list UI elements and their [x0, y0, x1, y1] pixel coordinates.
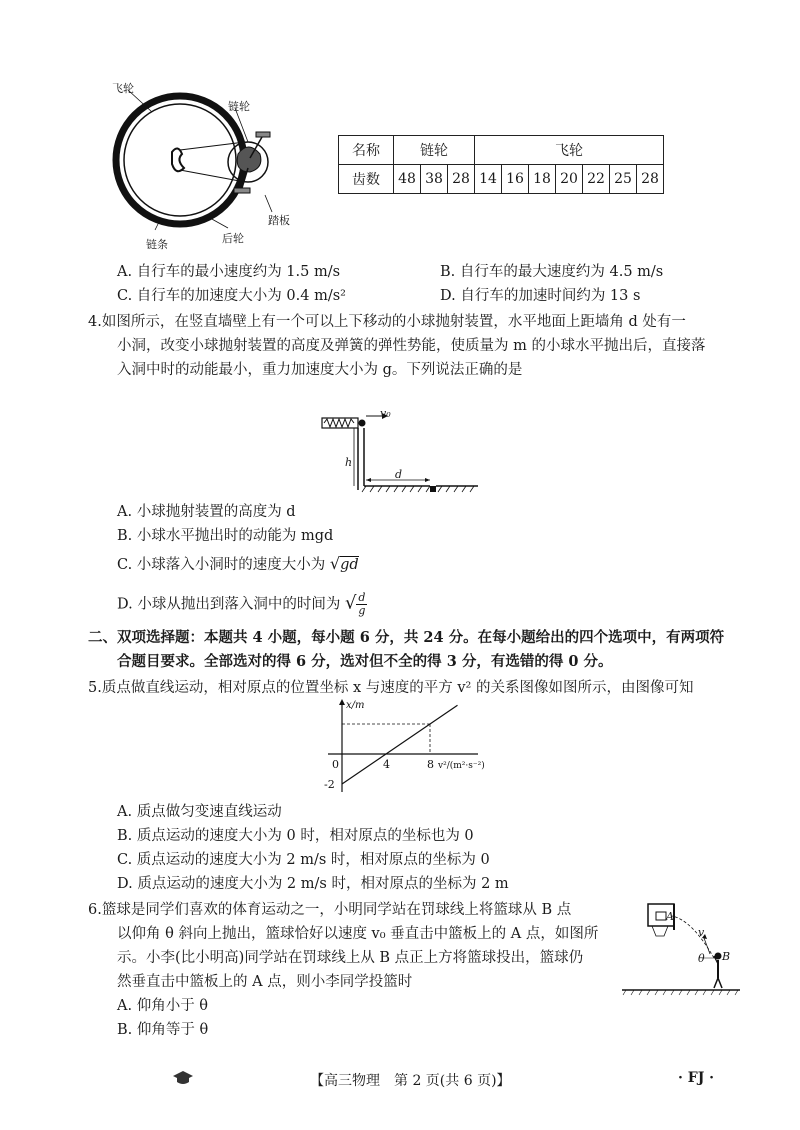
q6-option-a: A. 仰角小于 θ [117, 998, 209, 1014]
q5-stem: 5.质点做直线运动，相对原点的位置坐标 x 与速度的平方 v² 的关系图像如图所示，由图像可知 [88, 680, 694, 696]
q4-option-d [117, 592, 367, 617]
q6-stem-line3: 示。小李(比小明高)同学站在罚球线上从 B 点正上方将篮球投出，篮球仍 [117, 950, 584, 966]
table-cell: 20 [556, 165, 583, 194]
q3-option-d: D. 自行车的加速时间约为 13 s [440, 288, 641, 304]
table-cell: 28 [448, 165, 475, 194]
header-chainwheel: 链轮 [394, 136, 475, 165]
q4-option-b: B. 小球水平抛出时的动能为 mgd [117, 528, 334, 544]
q4-option-c [117, 554, 359, 575]
q5-xv2-chart [310, 696, 490, 796]
gear-table-teeth-row [339, 165, 664, 194]
label-flywheel: 飞轮 [112, 82, 134, 95]
label-chainwheel: 链轮 [228, 100, 250, 113]
section2-heading-line1: 二、双项选择题：本题共 4 小题，每小题 6 分，共 24 分。在每小题给出的四个选项中，有两项符 [88, 629, 725, 646]
x-axis-label: v²/(m²·s⁻²) [438, 761, 485, 771]
projectile-wall-figure [318, 402, 518, 498]
fraction [356, 592, 367, 617]
fig-point-b-label: B [722, 950, 731, 963]
q6-stem-line2: 以仰角 θ 斜向上抛出，篮球恰好以速度 v₀ 垂直击中篮板上的 A 点，如图所 [117, 926, 599, 942]
fig-h-label: h [345, 456, 353, 469]
q5-option-b: B. 质点运动的速度大小为 0 时，相对原点的坐标也为 0 [117, 828, 474, 844]
sqrt-sign: √ [344, 592, 357, 614]
q4-stem-line1: 4.如图所示，在竖直墙壁上有一个可以上下移动的小球抛射装置，水平地面上距墙角 d 处有一 [88, 314, 686, 330]
q3-option-a: A. 自行车的最小速度约为 1.5 m/s [117, 264, 341, 280]
table-cell: 18 [529, 165, 556, 194]
basketball-figure [622, 900, 742, 996]
q4-option-a: A. 小球抛射装置的高度为 d [117, 504, 296, 520]
q3-option-c: C. 自行车的加速度大小为 0.4 m/s² [117, 288, 346, 304]
label-chain: 链条 [146, 238, 168, 251]
header-flywheel: 飞轮 [475, 136, 664, 165]
q4-option-d-text: D. 小球从抛出到落入洞中的时间为 [117, 596, 345, 613]
label-rear-wheel: 后轮 [222, 232, 244, 245]
table-cell: 16 [502, 165, 529, 194]
row-label-teeth: 齿数 [339, 165, 394, 194]
y-tick-label: -2 [324, 778, 335, 791]
series-line [342, 705, 458, 784]
footer-page-info: 【高三物理 第 2 页(共 6 页)】 [310, 1073, 511, 1089]
q4-stem-line3: 入洞中时的动能最小，重力加速度大小为 g。下列说法正确的是 [117, 362, 523, 378]
footer-code: · FJ · [678, 1070, 715, 1086]
y-axis-arrow [339, 699, 345, 705]
q6-stem-line1: 6.篮球是同学们喜欢的体育运动之一，小明同学站在罚球线上将篮球从 B 点 [88, 902, 572, 918]
gear-table-header-row [339, 136, 664, 165]
fraction-denominator: g [358, 604, 366, 617]
q4-option-c-text: C. 小球落入小洞时的速度大小为 [117, 557, 330, 573]
table-cell: 22 [583, 165, 610, 194]
header-name: 名称 [339, 136, 394, 165]
table-cell: 38 [421, 165, 448, 194]
label-pedal: 踏板 [268, 214, 290, 227]
fig-v-label: v [698, 926, 705, 939]
fig-v0-label: v₀ [380, 407, 391, 420]
bicycle-drivetrain-figure [110, 70, 310, 260]
gear-teeth-table [338, 135, 664, 194]
fig-theta-label: θ [698, 952, 705, 965]
q6-stem-line4: 然垂直击中篮板上的 A 点，则小李同学投篮时 [117, 974, 413, 990]
q5-option-d: D. 质点运动的速度大小为 2 m/s 时，相对原点的坐标为 2 m [117, 876, 509, 892]
q3-option-b: B. 自行车的最大速度约为 4.5 m/s [440, 264, 664, 280]
q5-option-a: A. 质点做匀变速直线运动 [117, 804, 282, 820]
table-cell: 48 [394, 165, 421, 194]
q4-stem-line2: 小洞，改变小球抛射装置的高度及弹簧的弹性势能，使质量为 m 的小球水平抛出后，直接落 [117, 338, 706, 354]
fig-point-a-label: A [666, 910, 674, 923]
fig-d-label: d [395, 468, 403, 481]
sqrt-sign: √ [329, 554, 341, 573]
graduation-cap-icon [172, 1070, 194, 1086]
table-cell: 28 [637, 165, 664, 194]
x-tick-label: 4 [383, 758, 390, 771]
y-axis-label: x/m [346, 700, 365, 711]
q5-option-c: C. 质点运动的速度大小为 2 m/s 时，相对原点的坐标为 0 [117, 852, 490, 868]
q4-option-c-math: gd [340, 557, 359, 573]
table-cell: 25 [610, 165, 637, 194]
q6-option-b: B. 仰角等于 θ [117, 1022, 209, 1038]
x-tick-label: 8 [427, 758, 434, 771]
fraction-numerator: d [358, 591, 366, 604]
section2-heading-line2: 合题目要求。全部选对的得 6 分，选对但不全的得 3 分，有选错的得 0 分。 [117, 653, 613, 670]
table-cell: 14 [475, 165, 502, 194]
x-tick-label: 0 [332, 758, 339, 771]
